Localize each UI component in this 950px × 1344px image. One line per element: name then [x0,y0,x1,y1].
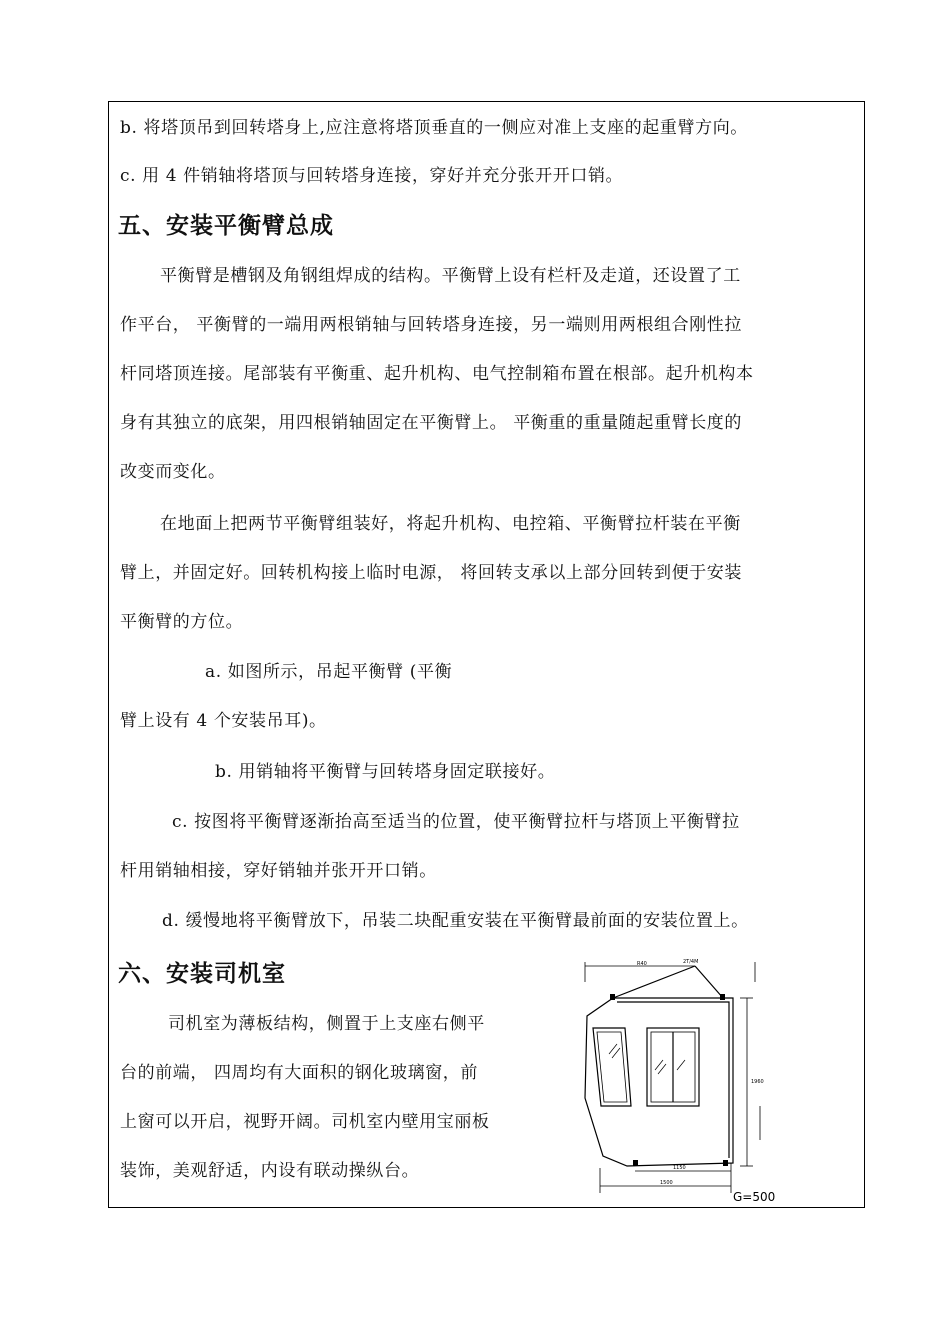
item-c: c. 用 4 件销轴将塔顶与回转塔身连接，穿好并充分张开开口销。 [120,166,624,186]
step-a-line-1: a. 如图所示，吊起平衡臂 (平衡 [205,662,453,682]
dim-sling-label: 2T/4M [683,959,699,965]
para3-line-3: 上窗可以开启，视野开阔。司机室内壁用宝丽板 [120,1112,490,1132]
para1-line-5: 改变而变化。 [120,462,226,482]
item-b: b. 将塔顶吊到回转塔身上,应注意将塔顶垂直的一侧应对准上支座的起重臂方向。 [120,118,748,138]
step-a-line-2: 臂上设有 4 个安装吊耳)。 [120,711,327,731]
para3-line-4: 装饰，美观舒适，内设有联动操纵台。 [120,1161,420,1181]
para1-line-1: 平衡臂是槽钢及角钢组焊成的结构。平衡臂上设有栏杆及走道，还设置了工 [160,266,741,286]
para1-line-3: 杆同塔顶连接。尾部装有平衡重、起升机构、电气控制箱布置在根部。起升机构本 [120,364,754,384]
dim-inner-label: 1150 [673,1165,686,1171]
para2-line-2: 臂上，并固定好。回转机构接上临时电源， 将回转支承以上部分回转到便于安装 [120,563,743,583]
step-d: d. 缓慢地将平衡臂放下，吊装二块配重安装在平衡臂最前面的安装位置上。 [162,911,749,931]
weight-label: G=500 [733,1190,776,1204]
dim-bottom-label: 1500 [660,1180,673,1186]
step-c-line-2: 杆用销轴相接，穿好销轴并张开开口销。 [120,861,437,881]
step-c-line-1: c. 按图将平衡臂逐渐抬高至适当的位置，使平衡臂拉杆与塔顶上平衡臂拉 [172,812,740,832]
section-heading-5: 五、安装平衡臂总成 [118,213,334,239]
step-b: b. 用销轴将平衡臂与回转塔身固定联接好。 [215,762,556,782]
driver-cab-diagram [555,958,795,1208]
para3-line-1: 司机室为薄板结构，侧置于上支座右侧平 [168,1014,485,1034]
dim-top-label: R40 [637,961,647,967]
para1-line-2: 作平台， 平衡臂的一端用两根销轴与回转塔身连接，另一端则用两根组合刚性拉 [120,315,743,335]
section-heading-6: 六、安装司机室 [118,961,286,987]
para2-line-3: 平衡臂的方位。 [120,612,244,632]
para1-line-4: 身有其独立的底架，用四根销轴固定在平衡臂上。 平衡重的重量随起重臂长度的 [120,413,743,433]
dim-height-label: 1960 [751,1079,764,1085]
para3-line-2: 台的前端， 四周均有大面积的钢化玻璃窗，前 [120,1063,479,1083]
para2-line-1: 在地面上把两节平衡臂组装好，将起升机构、电控箱、平衡臂拉杆装在平衡 [160,514,741,534]
